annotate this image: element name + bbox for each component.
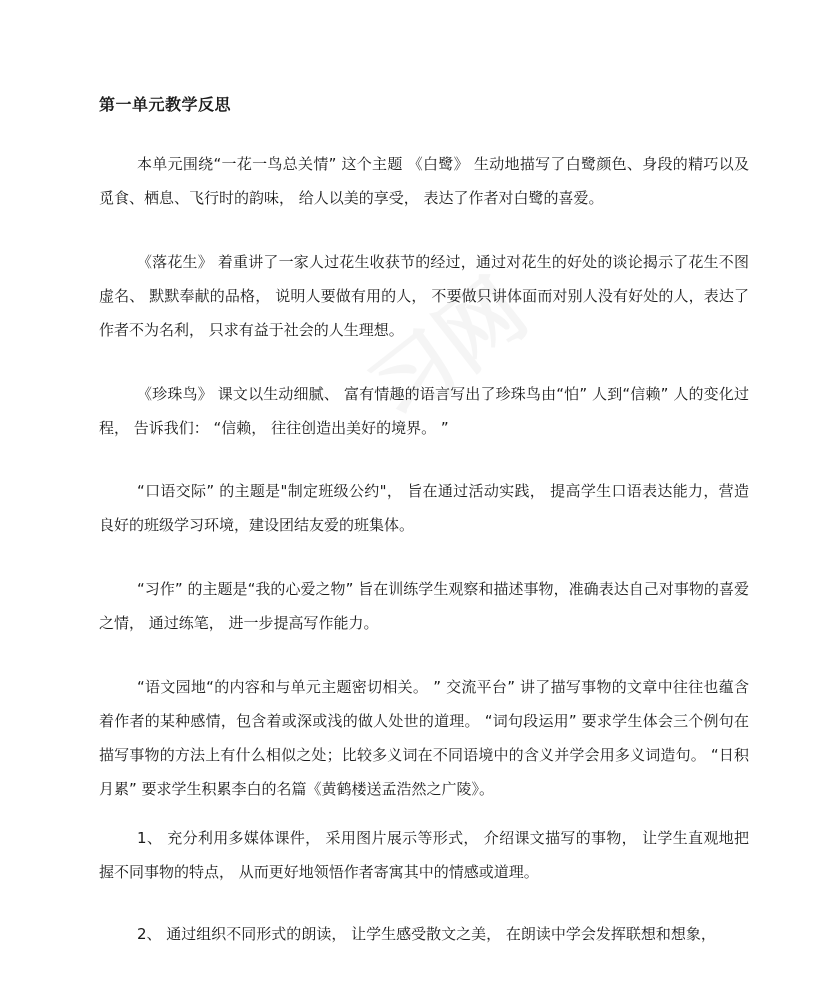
paragraph-item-2: 2、 通过组织不同形式的朗读， 让学生感受散文之美， 在朗读中学会发挥联想和想象， bbox=[137, 925, 716, 943]
paragraph-zhenzhuniao: 《珍珠鸟》 课文以生动细腻、 富有情趣的语言写出了珍珠鸟由“怕” 人到“信赖” 人的变化过程， 告诉我们： “信赖， 往往创造出美好的境界。 ” bbox=[99, 385, 749, 437]
paragraph-luohuasheng: 《落花生》 着重讲了一家人过花生收获节的经过，通过对花生的好处的谈论揭示了花生不图虚名、 默默奉献的品格， 说明人要做有用的人， 不要做只讲体面而对别人没有好处的人，表达了作者不为名利， 只求有益于社会的人生理想。 bbox=[99, 253, 749, 339]
paragraph-yuwen-yuandi: “语文园地“的内容和与单元主题密切相关。 ” 交流平台” 讲了描写事物的文章中往往也蕴含着作者的某种感情，包含着或深或浅的做人处世的道理。 “词句段运用” 要求学生体会三个例句在描写事物的方法上有什么相似之处；比较多义词在不同语境中的含义并学会用多义词造句。 “日积月累” 要求学生积累李白的名篇《黄鹤楼送孟浩然之广陵》。 bbox=[99, 678, 749, 798]
paragraph-oral-communication: “口语交际” 的主题是"制定班级公约"， 旨在通过活动实践， 提高学生口语表达能力，营造良好的班级学习环境，建设团结友爱的班集体。 bbox=[99, 482, 749, 534]
paragraph-item-1: 1、 充分利用多媒体课件， 采用图片展示等形式， 介绍课文描写的事物， 让学生直观地把握不同事物的特点， 从而更好地领悟作者寄寓其中的情感或道理。 bbox=[99, 829, 749, 881]
paragraph-writing: “习作” 的主题是“我的心爱之物” 旨在训练学生观察和描述事物，准确表达自己对事物的喜爱之情， 通过练笔， 进一步提高写作能力。 bbox=[99, 580, 749, 632]
paragraph-intro: 本单元围绕“一花一鸟总关情” 这个主题 《白鹭》 生动地描写了白鹭颜色、身段的精巧以及觅食、栖息、飞行时的韵味， 给人以美的享受， 表达了作者对白鹭的喜爱。 bbox=[99, 155, 749, 207]
page-title: 第一单元教学反思 bbox=[99, 95, 232, 114]
